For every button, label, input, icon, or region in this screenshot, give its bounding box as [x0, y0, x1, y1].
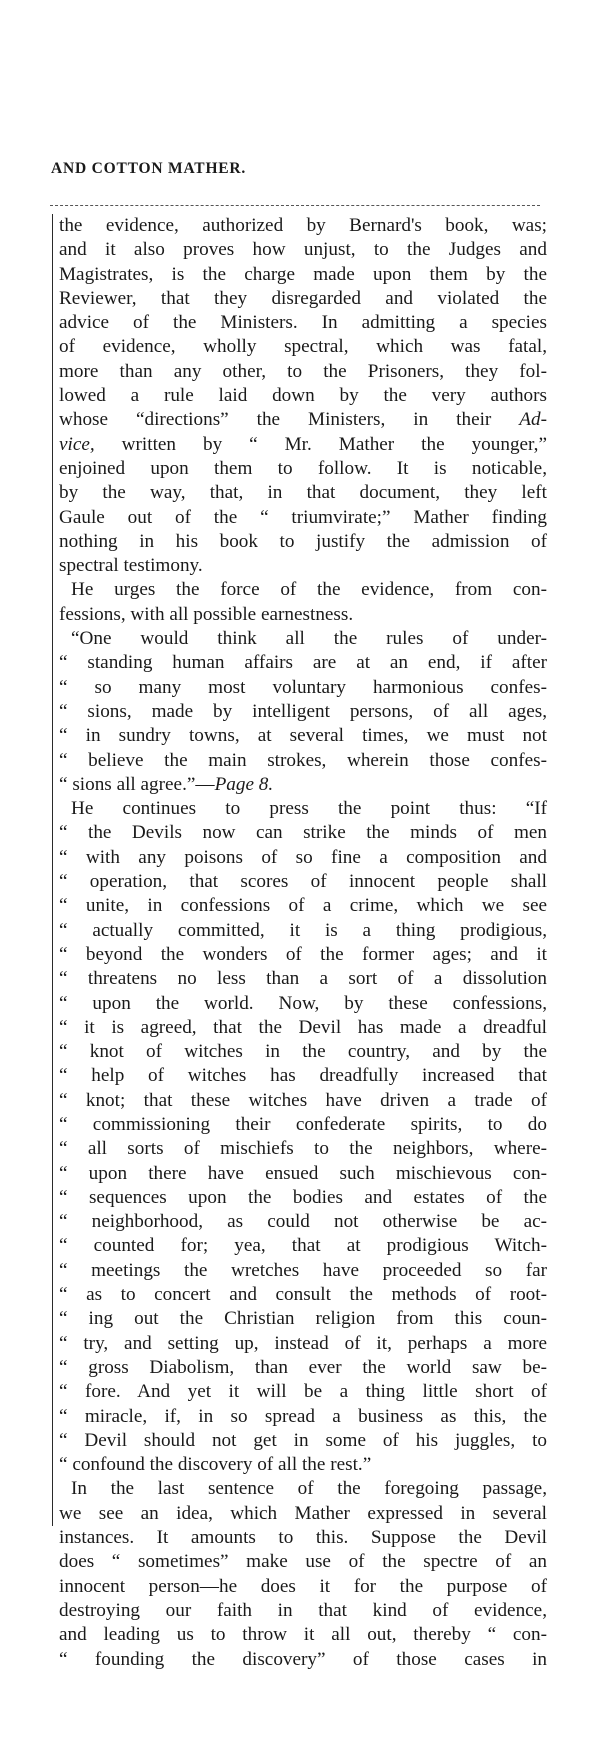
text-line: whose “directions” the Ministers, in their Ad- [59, 409, 547, 431]
text-line: “ Devil should not get in some of his juggles, to [59, 1429, 547, 1451]
text-line: “ actually committed, it is a thing prodigious, [59, 919, 547, 941]
text-line: “ meetings the wretches have proceeded so far [59, 1259, 547, 1281]
text-line: “ ing out the Christian religion from this coun- [59, 1308, 547, 1330]
text-line: fessions, with all possible earnestness. [59, 603, 354, 625]
text-line: “ sions all agree.”—Page 8. [59, 773, 274, 795]
text-line: “ sions, made by intelligent persons, of all ages, [59, 700, 547, 722]
text-line: nothing in his book to justify the admission of [59, 530, 547, 552]
text-line: “ in sundry towns, at several times, we must not [59, 725, 547, 747]
text-line: “ miracle, if, in so spread a business as this, the [59, 1405, 547, 1427]
text-line: “One would think all the rules of under- [71, 628, 547, 650]
text-line: “ standing human affairs are at an end, if after [59, 652, 547, 674]
text-column [52, 214, 547, 1670]
text-line: we see an idea, which Mather expressed in several [59, 1502, 547, 1524]
text-line: “ fore. And yet it will be a thing little short of [59, 1381, 547, 1403]
text-line: “ the Devils now can strike the minds of men [59, 822, 547, 844]
text-line: spectral testimony. [59, 555, 203, 577]
text-line: “ counted for; yea, that at prodigious Witch- [59, 1235, 547, 1257]
text-line: more than any other, to the Prisoners, they fol- [59, 360, 547, 382]
text-line: and leading us to throw it all out, thereby “ con- [59, 1624, 547, 1646]
text-line: “ so many most voluntary harmonious confes- [59, 676, 547, 698]
text-line: “ believe the main strokes, wherein those confes- [59, 749, 547, 771]
text-line: enjoined upon them to follow. It is noticable, [59, 457, 547, 479]
text-line: vice, written by “ Mr. Mather the younger,” [59, 433, 547, 455]
text-line: “ as to concert and consult the methods of root- [59, 1284, 547, 1306]
text-line: “ founding the discovery” of those cases in [59, 1648, 547, 1670]
text-line: innocent person—he does it for the purpose of [59, 1575, 547, 1597]
text-line: “ all sorts of mischiefs to the neighbors, where- [59, 1138, 547, 1160]
text-line: destroying our faith in that kind of evidence, [59, 1599, 547, 1621]
text-line: “ commissioning their confederate spirits, to do [59, 1113, 547, 1135]
text-line: instances. It amounts to this. Suppose the Devil [59, 1527, 547, 1549]
text-line: does “ sometimes” make use of the spectre of an [59, 1551, 547, 1573]
text-line: He urges the force of the evidence, from con- [71, 579, 547, 601]
text-line: Magistrates, is the charge made upon them by the [59, 263, 547, 285]
text-line: In the last sentence of the foregoing passage, [71, 1478, 547, 1500]
text-line: “ unite, in confessions of a crime, which we see [59, 895, 547, 917]
text-line: “ it is agreed, that the Devil has made a dreadful [59, 1016, 547, 1038]
text-line: He continues to press the point thus: “If [71, 798, 547, 820]
text-line: “ knot of witches in the country, and by the [59, 1041, 547, 1063]
text-line: “ neighborhood, as could not otherwise be ac- [59, 1211, 547, 1233]
text-line: “ operation, that scores of innocent people shall [59, 871, 547, 893]
text-line: “ beyond the wonders of the former ages; and it [59, 943, 547, 965]
text-line: “ with any poisons of so fine a composition and [59, 846, 547, 868]
text-line: “ upon there have ensued such mischievous con- [59, 1162, 547, 1184]
text-line: Reviewer, that they disregarded and violated the [59, 287, 547, 309]
text-line: “ try, and setting up, instead of it, perhaps a more [59, 1332, 547, 1354]
text-line: “ sequences upon the bodies and estates of the [59, 1186, 547, 1208]
text-line: “ confound the discovery of all the rest.” [59, 1454, 372, 1476]
text-line: “ upon the world. Now, by these confessions, [59, 992, 547, 1014]
running-head: AND COTTON MATHER. [51, 160, 247, 177]
text-line: of evidence, wholly spectral, which was fatal, [59, 336, 547, 358]
header-rule [50, 205, 540, 206]
text-line: “ threatens no less than a sort of a dissolution [59, 968, 547, 990]
text-line: advice of the Ministers. In admitting a species [59, 312, 547, 334]
text-line: “ help of witches has dreadfully increased that [59, 1065, 547, 1087]
text-line: by the way, that, in that document, they left [59, 482, 547, 504]
text-line: “ knot; that these witches have driven a trade of [59, 1089, 547, 1111]
text-line: the evidence, authorized by Bernard's book, was; [59, 215, 547, 236]
text-line: and it also proves how unjust, to the Judges and [59, 239, 547, 261]
text-line: “ gross Diabolism, than ever the world saw be- [59, 1356, 547, 1378]
text-line: lowed a rule laid down by the very authors [59, 385, 547, 407]
text-line: Gaule out of the “ triumvirate;” Mather finding [59, 506, 547, 528]
